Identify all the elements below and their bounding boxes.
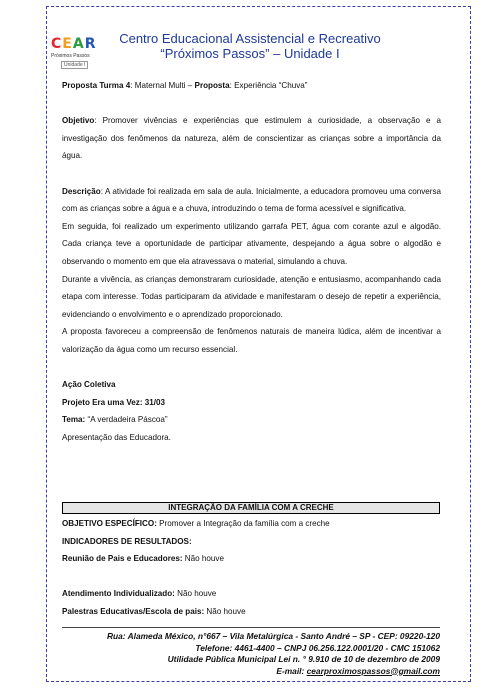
theme-line: Tema: “A verdadeira Páscoa”	[62, 415, 168, 425]
footer-divider	[62, 627, 440, 628]
description-paragraph-4: A proposta favoreceu a compreensão de fenômenos naturais de maneira lúdica, além de incentivar a valorização da água como um recurso essencial.	[62, 327, 441, 354]
header-title-line1: Centro Educacional Assistencial e Recreativo	[119, 31, 381, 46]
header-title-line2: “Próximos Passos” – Unidade I	[160, 46, 340, 61]
document-body	[62, 77, 441, 446]
footer-law: Utilidade Pública Municipal Lei n. ° 9.910 de 10 de dezembro de 2009	[167, 654, 440, 664]
family-section-title: INTEGRAÇÃO DA FAMÍLIA COM A CRECHE	[62, 502, 440, 514]
email-link[interactable]: cearproximospassos@gmail.com	[306, 665, 440, 676]
objective-paragraph: Objetivo: Promover vivências e experiências que estimulem a curiosidade, a observação e a investigação dos fenômenos da natureza, além de conscientizar as crianças sobre a importância da água.	[62, 116, 441, 161]
proposal-line: Proposta Turma 4: Maternal Multi – Proposta: Experiência “Chuva”	[62, 81, 308, 90]
meeting-line: Reunião de Pais e Educadores: Não houve	[62, 554, 224, 564]
logo-text: CEAR	[51, 36, 97, 52]
header-title	[110, 31, 390, 61]
footer-address: Rua: Alameda México, n°667 – Vila Metalúrgica - Santo André – SP - CEP: 09220-120	[106, 631, 440, 641]
individual-line: Atendimento Individualizado: Não houve	[62, 589, 217, 599]
indicators-heading: INDICADORES DE RESULTADOS:	[62, 536, 192, 546]
project-line: Projeto Era uma Vez: 31/03	[62, 397, 166, 407]
logo-subtitle: Próximos Passos	[51, 53, 90, 59]
collective-heading: Ação Coletiva	[62, 380, 116, 390]
cear-logo	[51, 12, 101, 78]
description-paragraph: Descrição: A atividade foi realizada em sala de aula. Inicialmente, a educadora promoveu uma conversa com as crianças sobre a água e a chuva, introduzindo o tema de forma acessível e significativa.	[62, 186, 441, 214]
logo-unit: Unidade I	[61, 61, 88, 69]
lectures-line: Palestras Educativas/Escola de pais: Não houve	[62, 606, 246, 616]
description-paragraph-3: Durante a vivência, as crianças demonstraram curiosidade, atenção e entusiasmo, acompanhando cada etapa com interesse. Todas participaram da atividade e manifestaram o desejo de repetir a experiência, evidenciando o envolvimento e o aprendizado proporcionado.	[62, 274, 441, 319]
family-section	[62, 515, 441, 621]
specific-objective: OBJETIVO ESPECÍFICO: Promover a Integração da família com a creche	[62, 519, 330, 528]
footer-phone: Telefone: 4461-4400 – CNPJ 06.256.122.0001/20 - CMC 151062	[195, 642, 440, 653]
footer-email-line: E-mail: cearproximospassos@gmail.com	[276, 665, 440, 676]
footer	[62, 631, 440, 677]
presentation-line: Apresentação das Educadora.	[62, 432, 171, 442]
description-paragraph-2: Em seguida, foi realizado um experimento utilizando garrafa PET, água com corante azul e algodão. Cada criança teve a oportunidade de participar ativamente, despejando a água sobre o algodão e observando o momento em que ela atravessava o material, simulando a chuva.	[62, 221, 441, 266]
